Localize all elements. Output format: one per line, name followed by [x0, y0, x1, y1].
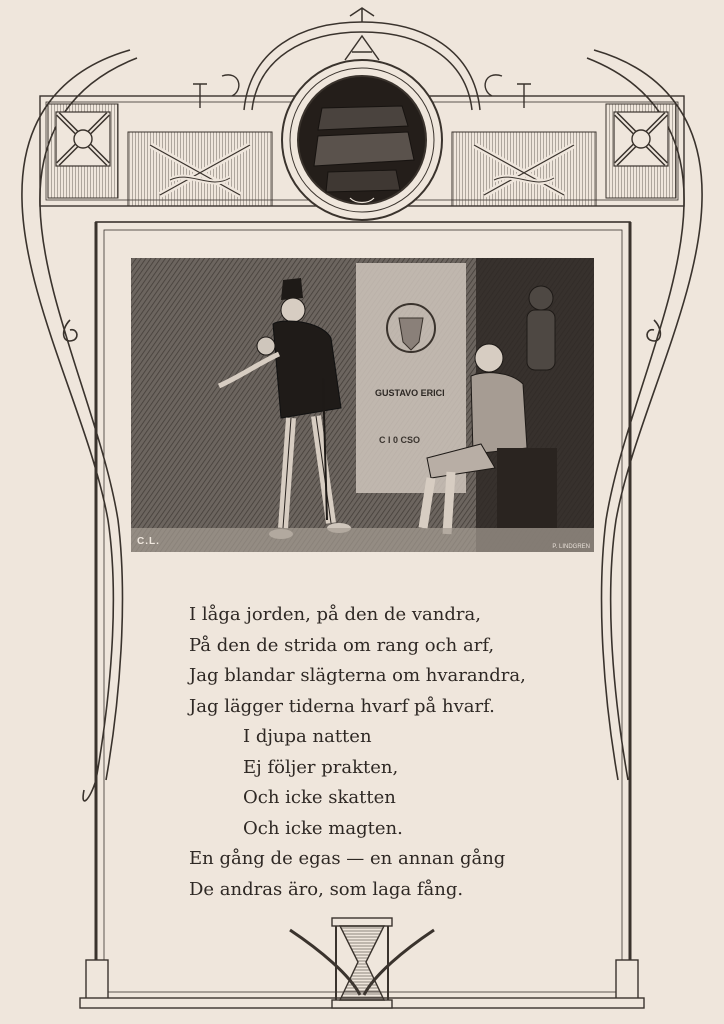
poem-line: Och icke magten. — [243, 817, 403, 839]
right-corner-ornament — [606, 104, 676, 198]
poem-line: Och icke skatten — [243, 787, 396, 808]
poem-line: En gång de egas — en annan gång — [189, 848, 506, 869]
poem-line: Jag blandar slägterna om hvarandra, — [189, 665, 526, 686]
plaque-number: C I 0 CSO — [379, 435, 421, 445]
hourglass-ornament — [290, 918, 434, 1008]
coffin-medallion — [282, 60, 442, 220]
poem-line: I låga jorden, på den de vandra, — [189, 604, 481, 625]
engraver-signature: P. LINDGREN — [552, 544, 590, 550]
engraving-illustration — [131, 258, 594, 552]
poem-line: Ej följer prakten, — [243, 756, 399, 778]
artist-monogram: C.L. — [137, 536, 160, 547]
poem-line: De andras äro, som laga fång. — [189, 878, 464, 900]
throne-room-scene — [131, 258, 594, 552]
left-corner-ornament — [48, 104, 118, 198]
poem-line: På den de strida om rang och arf, — [189, 634, 495, 656]
right-swords-panel — [452, 132, 596, 206]
plaque-name: GUSTAVO ERICI — [375, 388, 445, 398]
poem-line: I djupa natten — [243, 726, 372, 747]
poem-line: Jag lägger tiderna hvarf på hvarf. — [189, 695, 495, 717]
left-swords-panel — [128, 132, 272, 206]
poem-stanza — [189, 600, 569, 905]
